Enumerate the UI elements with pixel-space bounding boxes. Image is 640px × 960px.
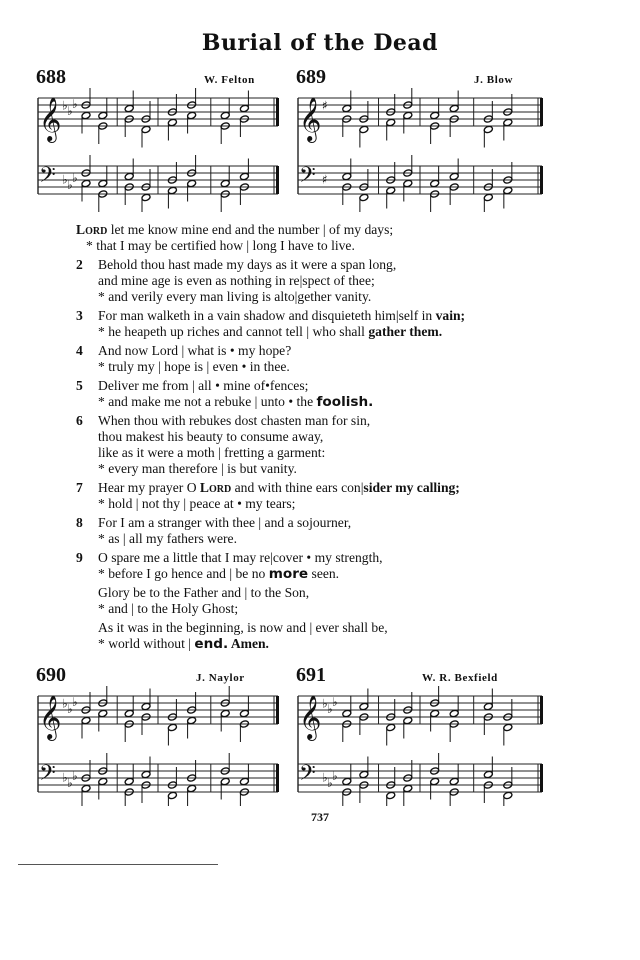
chant-composer: W. R. Bexfield xyxy=(422,672,498,684)
note-head-lower xyxy=(359,125,369,133)
note-head-upper xyxy=(449,104,459,112)
verse-number: 3 xyxy=(76,308,83,323)
verse-line: And now Lord | what is • my hope? xyxy=(98,343,292,358)
verse-1 xyxy=(76,222,556,254)
note-head-lower xyxy=(483,193,493,201)
flat-icon: ♭ xyxy=(62,98,68,113)
note-head-upper xyxy=(124,777,134,785)
verse-line: and mine age is even as nothing in re|spect of thee; xyxy=(98,273,375,288)
sharp-icon: ♯ xyxy=(322,172,328,187)
verse-number: 6 xyxy=(76,413,83,428)
page-title: Burial of the Dead xyxy=(201,30,439,56)
gloria-2 xyxy=(76,620,556,652)
final-bar-thick xyxy=(276,98,279,126)
flat-icon: ♭ xyxy=(322,696,328,711)
note-head-lower xyxy=(98,777,108,785)
verse-line: * hold | not thy | peace at • my tears; xyxy=(98,496,296,511)
note-head-upper xyxy=(124,709,134,717)
note-head-upper xyxy=(239,709,249,717)
verse-line-emphasis: more xyxy=(268,566,309,582)
verse-line: * before I go hence and | be no xyxy=(98,566,269,581)
verse-line: * that I may be certified how | long I have to live. xyxy=(86,238,355,253)
chant-composer: J. Naylor xyxy=(196,672,245,684)
verse-number: 9 xyxy=(76,550,83,565)
note-head-lower xyxy=(386,723,396,731)
note-head-upper xyxy=(220,179,230,187)
chant-music-689 xyxy=(296,88,546,212)
verse-number: 2 xyxy=(76,257,83,272)
verse-line-emphasis: foolish. xyxy=(316,394,374,410)
note-head-lower xyxy=(167,791,177,799)
note-head-lower xyxy=(386,186,396,194)
note-head-lower xyxy=(167,186,177,194)
bass-clef-icon: 𝄢 xyxy=(39,163,56,193)
flat-icon: ♭ xyxy=(72,694,78,709)
note-head-lower xyxy=(386,791,396,799)
note-head-lower xyxy=(141,125,151,133)
gloria-1 xyxy=(76,585,556,617)
note-head-lower xyxy=(187,784,197,792)
note-head-lower xyxy=(403,784,413,792)
note-head-lower xyxy=(81,784,91,792)
verse-line: As it was in the beginning, is now and | ever shall be, xyxy=(98,620,388,635)
note-head-lower xyxy=(98,709,108,717)
verse-number: 4 xyxy=(76,343,83,358)
note-head-upper xyxy=(342,104,352,112)
note-head-lower xyxy=(220,777,230,785)
flat-icon: ♭ xyxy=(67,177,73,192)
final-bar-thick xyxy=(540,98,543,126)
chant-composer: J. Blow xyxy=(474,74,514,86)
note-head-upper xyxy=(430,111,440,119)
note-head-upper xyxy=(239,104,249,112)
final-bar-thick xyxy=(540,764,543,792)
note-head-upper xyxy=(430,179,440,187)
bass-clef-icon: 𝄢 xyxy=(299,761,316,791)
note-head-lower xyxy=(187,111,197,119)
verse-line: Glory be to the Father and | to the Son, xyxy=(98,585,310,600)
note-head-upper xyxy=(342,709,352,717)
verse-2 xyxy=(76,257,556,305)
final-bar-thick xyxy=(276,764,279,792)
chant-number: 688 xyxy=(36,66,66,88)
flat-icon: ♭ xyxy=(327,775,333,790)
verse-6 xyxy=(76,413,556,477)
note-head-lower xyxy=(141,193,151,201)
note-head-upper xyxy=(98,179,108,187)
verse-3 xyxy=(76,308,556,340)
verse-line-emphasis: vain; xyxy=(435,308,466,323)
final-bar-thick xyxy=(540,696,543,724)
verse-lead-word: Lord xyxy=(76,222,108,237)
flat-icon: ♭ xyxy=(332,768,338,783)
note-head-upper xyxy=(141,770,151,778)
note-head-upper xyxy=(359,702,369,710)
note-head-lower xyxy=(167,723,177,731)
verse-line: * he heapeth up riches and cannot tell | who shall xyxy=(98,324,369,339)
bass-clef-icon: 𝄢 xyxy=(299,163,316,193)
sharp-icon: ♯ xyxy=(322,98,328,113)
psalm-text xyxy=(76,222,556,655)
note-head-lower xyxy=(503,118,513,126)
footer-rule xyxy=(18,864,218,865)
chant-header-691 xyxy=(296,664,546,688)
chant-header-688 xyxy=(36,66,276,90)
note-head-lower xyxy=(503,791,513,799)
flat-icon: ♭ xyxy=(67,775,73,790)
chant-music-691 xyxy=(296,686,546,806)
chant-number: 689 xyxy=(296,66,326,88)
verse-lord: Lord xyxy=(199,480,232,495)
note-head-upper xyxy=(141,702,151,710)
flat-icon: ♭ xyxy=(67,103,73,118)
flat-icon: ♭ xyxy=(72,768,78,783)
verse-line: For man walketh in a vain shadow and disquieteth him|self in xyxy=(98,308,436,323)
verse-7 xyxy=(76,480,556,512)
verse-number: 8 xyxy=(76,515,83,530)
note-head-upper xyxy=(483,770,493,778)
verse-line: * world without | xyxy=(98,636,195,651)
treble-clef-icon: 𝄞 xyxy=(299,695,322,739)
note-head-upper xyxy=(483,702,493,710)
verse-line: * and make me not a rebuke | unto • the xyxy=(98,394,317,409)
verse-8 xyxy=(76,515,556,547)
chant-music-690 xyxy=(36,686,282,806)
verse-line-emphasis: sider my calling; xyxy=(363,480,460,495)
note-head-lower xyxy=(220,709,230,717)
note-head-lower xyxy=(403,179,413,187)
note-head-lower xyxy=(403,111,413,119)
verse-line: For I am a stranger with thee | and a sojourner, xyxy=(98,515,352,530)
note-head-lower xyxy=(187,179,197,187)
note-head-lower xyxy=(403,716,413,724)
verse-line: Amen. xyxy=(228,636,269,651)
chant-header-690 xyxy=(36,664,276,688)
verse-5 xyxy=(76,378,556,410)
verse-line: * truly my | hope is | even • in thee. xyxy=(98,359,290,374)
flat-icon: ♭ xyxy=(72,170,78,185)
chant-header-689 xyxy=(296,66,546,90)
verse-line: Deliver me from | all • mine of•fences; xyxy=(98,378,309,393)
verse-line: * and verily every man living is alto|gether vanity. xyxy=(98,289,372,304)
note-head-lower xyxy=(386,118,396,126)
note-head-lower xyxy=(187,716,197,724)
flat-icon: ♭ xyxy=(72,96,78,111)
final-bar-thick xyxy=(540,166,543,194)
verse-line: let me know mine end and the number | of my days; xyxy=(110,222,394,237)
verse-number: 7 xyxy=(76,480,83,495)
verse-line: seen. xyxy=(308,566,340,581)
note-head-upper xyxy=(124,104,134,112)
page-number: 737 xyxy=(311,810,329,824)
flat-icon: ♭ xyxy=(62,696,68,711)
treble-clef-icon: 𝄞 xyxy=(39,695,62,739)
flat-icon: ♭ xyxy=(332,694,338,709)
note-head-lower xyxy=(81,716,91,724)
note-head-upper xyxy=(342,777,352,785)
verse-line: O spare me a little that I may re|cover • my strength, xyxy=(98,550,383,565)
note-head-upper xyxy=(220,111,230,119)
note-head-upper xyxy=(98,111,108,119)
note-head-lower xyxy=(430,777,440,785)
chant-number: 690 xyxy=(36,664,66,686)
verse-4 xyxy=(76,343,556,375)
note-head-lower xyxy=(81,111,91,119)
flat-icon: ♭ xyxy=(62,172,68,187)
note-head-upper xyxy=(239,172,249,180)
flat-icon: ♭ xyxy=(327,701,333,716)
verse-line: When thou with rebukes dost chasten man for sin, xyxy=(98,413,371,428)
verse-line-emphasis: gather them. xyxy=(368,324,443,339)
verse-line: Hear my prayer O xyxy=(98,480,200,495)
note-head-upper xyxy=(449,709,459,717)
chant-composer: W. Felton xyxy=(204,74,255,86)
treble-clef-icon: 𝄞 xyxy=(299,97,322,141)
verse-line: Behold thou hast made my days as it were a span long, xyxy=(98,257,397,272)
verse-line: * and | to the Holy Ghost; xyxy=(98,601,239,616)
flat-icon: ♭ xyxy=(322,770,328,785)
verse-line: like as it were a moth | fretting a garment: xyxy=(98,445,326,460)
note-head-upper xyxy=(359,770,369,778)
note-head-upper xyxy=(124,172,134,180)
chant-music-688 xyxy=(36,88,282,212)
flat-icon: ♭ xyxy=(67,701,73,716)
verse-line-emphasis: end. xyxy=(194,636,229,652)
note-head-upper xyxy=(449,172,459,180)
note-head-lower xyxy=(81,179,91,187)
note-head-lower xyxy=(430,709,440,717)
flat-icon: ♭ xyxy=(62,770,68,785)
verse-line: thou makest his beauty to consume away, xyxy=(98,429,324,444)
verse-line: * as | all my fathers were. xyxy=(98,531,237,546)
verse-9 xyxy=(76,550,556,582)
verse-line: and with thine ears con| xyxy=(231,480,364,495)
note-head-upper xyxy=(239,777,249,785)
final-bar-thick xyxy=(276,696,279,724)
note-head-lower xyxy=(503,186,513,194)
verse-line: * every man therefore | is but vanity. xyxy=(98,461,297,476)
note-head-upper xyxy=(449,777,459,785)
note-head-lower xyxy=(167,118,177,126)
note-head-lower xyxy=(359,193,369,201)
note-head-upper xyxy=(342,172,352,180)
chant-number: 691 xyxy=(296,664,326,686)
note-head-lower xyxy=(483,125,493,133)
verse-number: 5 xyxy=(76,378,83,393)
treble-clef-icon: 𝄞 xyxy=(39,97,62,141)
note-head-lower xyxy=(503,723,513,731)
bass-clef-icon: 𝄢 xyxy=(39,761,56,791)
final-bar-thick xyxy=(276,166,279,194)
